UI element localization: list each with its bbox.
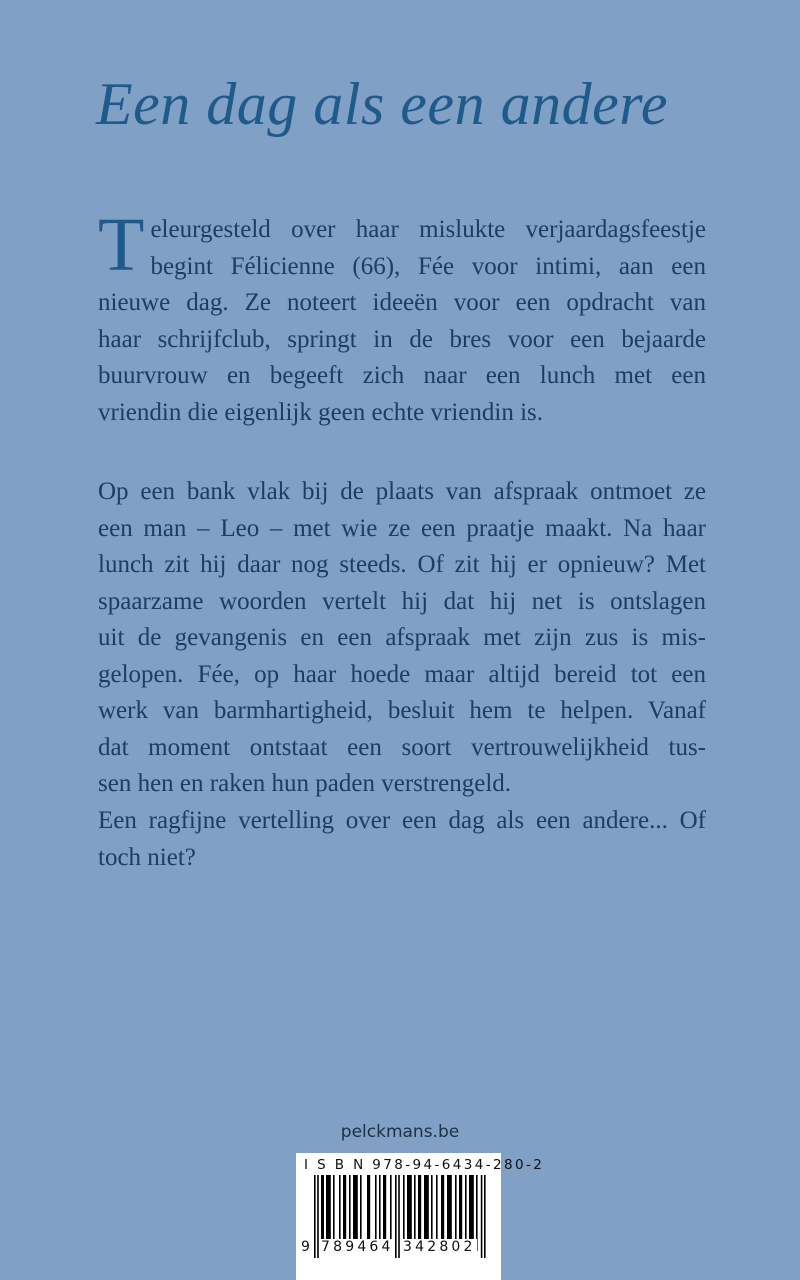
text-line: lunch zit hij daar nog steeds. Of zit hij er opnieuw? Met (98, 551, 706, 578)
text-line: spaarzame woorden vertelt hij dat hij net is ontslagen (98, 587, 706, 615)
text-line: een man – Leo – met wie ze een praatje maakt. Na haar (98, 514, 706, 542)
text-line: gelopen. Fée, op haar hoede maar altijd bereid tot een (98, 660, 706, 688)
text-line: werk van barmhartigheid, besluit hem te helpen. Vanaf (98, 697, 706, 724)
text-line: uit de gevangenis en een afspraak met zijn zus is mis- (98, 624, 706, 651)
text-line: Op een bank vlak bij de plaats van afspraak ontmoet ze (98, 478, 706, 505)
barcode-digits (296, 1239, 501, 1259)
blurb-paragraph-2 (98, 474, 706, 803)
text-line: sen hen en raken hun paden verstrengeld. (98, 770, 512, 797)
barcode-first-digit: 9 (301, 1239, 314, 1255)
publisher-url: pelckmans.be (340, 1122, 460, 1142)
blurb-paragraph-3 (98, 803, 706, 876)
text-line: begint Félicienne (66), Fée voor intimi, aan een (150, 252, 706, 280)
isbn-label: I S B N 978-94-6434-280-2 (304, 1157, 545, 1173)
barcode-right-group: 342802 (403, 1239, 476, 1255)
text-line: nieuwe dag. Ze noteert ideeën voor een opdracht van (98, 289, 706, 316)
text-line: dat moment ontstaat een soort vertrouwelijkheid tus- (98, 733, 706, 761)
blurb-paragraph-1 (98, 203, 706, 431)
text-line: haar schrijfclub, springt in de bres voor een bejaarde (98, 325, 706, 353)
text-line: toch niet? (98, 843, 196, 871)
text-line: Een ragfijne vertelling over een dag als een andere... Of (98, 807, 706, 834)
isbn-barcode (296, 1153, 545, 1280)
text-line: eleurgesteld over haar mislukte verjaardagsfeestje (150, 216, 706, 243)
barcode-left-group: 789464 (321, 1239, 394, 1255)
book-title: Een dag als een andere (96, 71, 668, 137)
text-line: buurvrouw en begeeft zich naar een lunch met een (98, 362, 706, 389)
drop-cap: T (98, 203, 145, 287)
text-line: vriendin die eigenlijk geen echte vriendin is. (98, 398, 543, 426)
